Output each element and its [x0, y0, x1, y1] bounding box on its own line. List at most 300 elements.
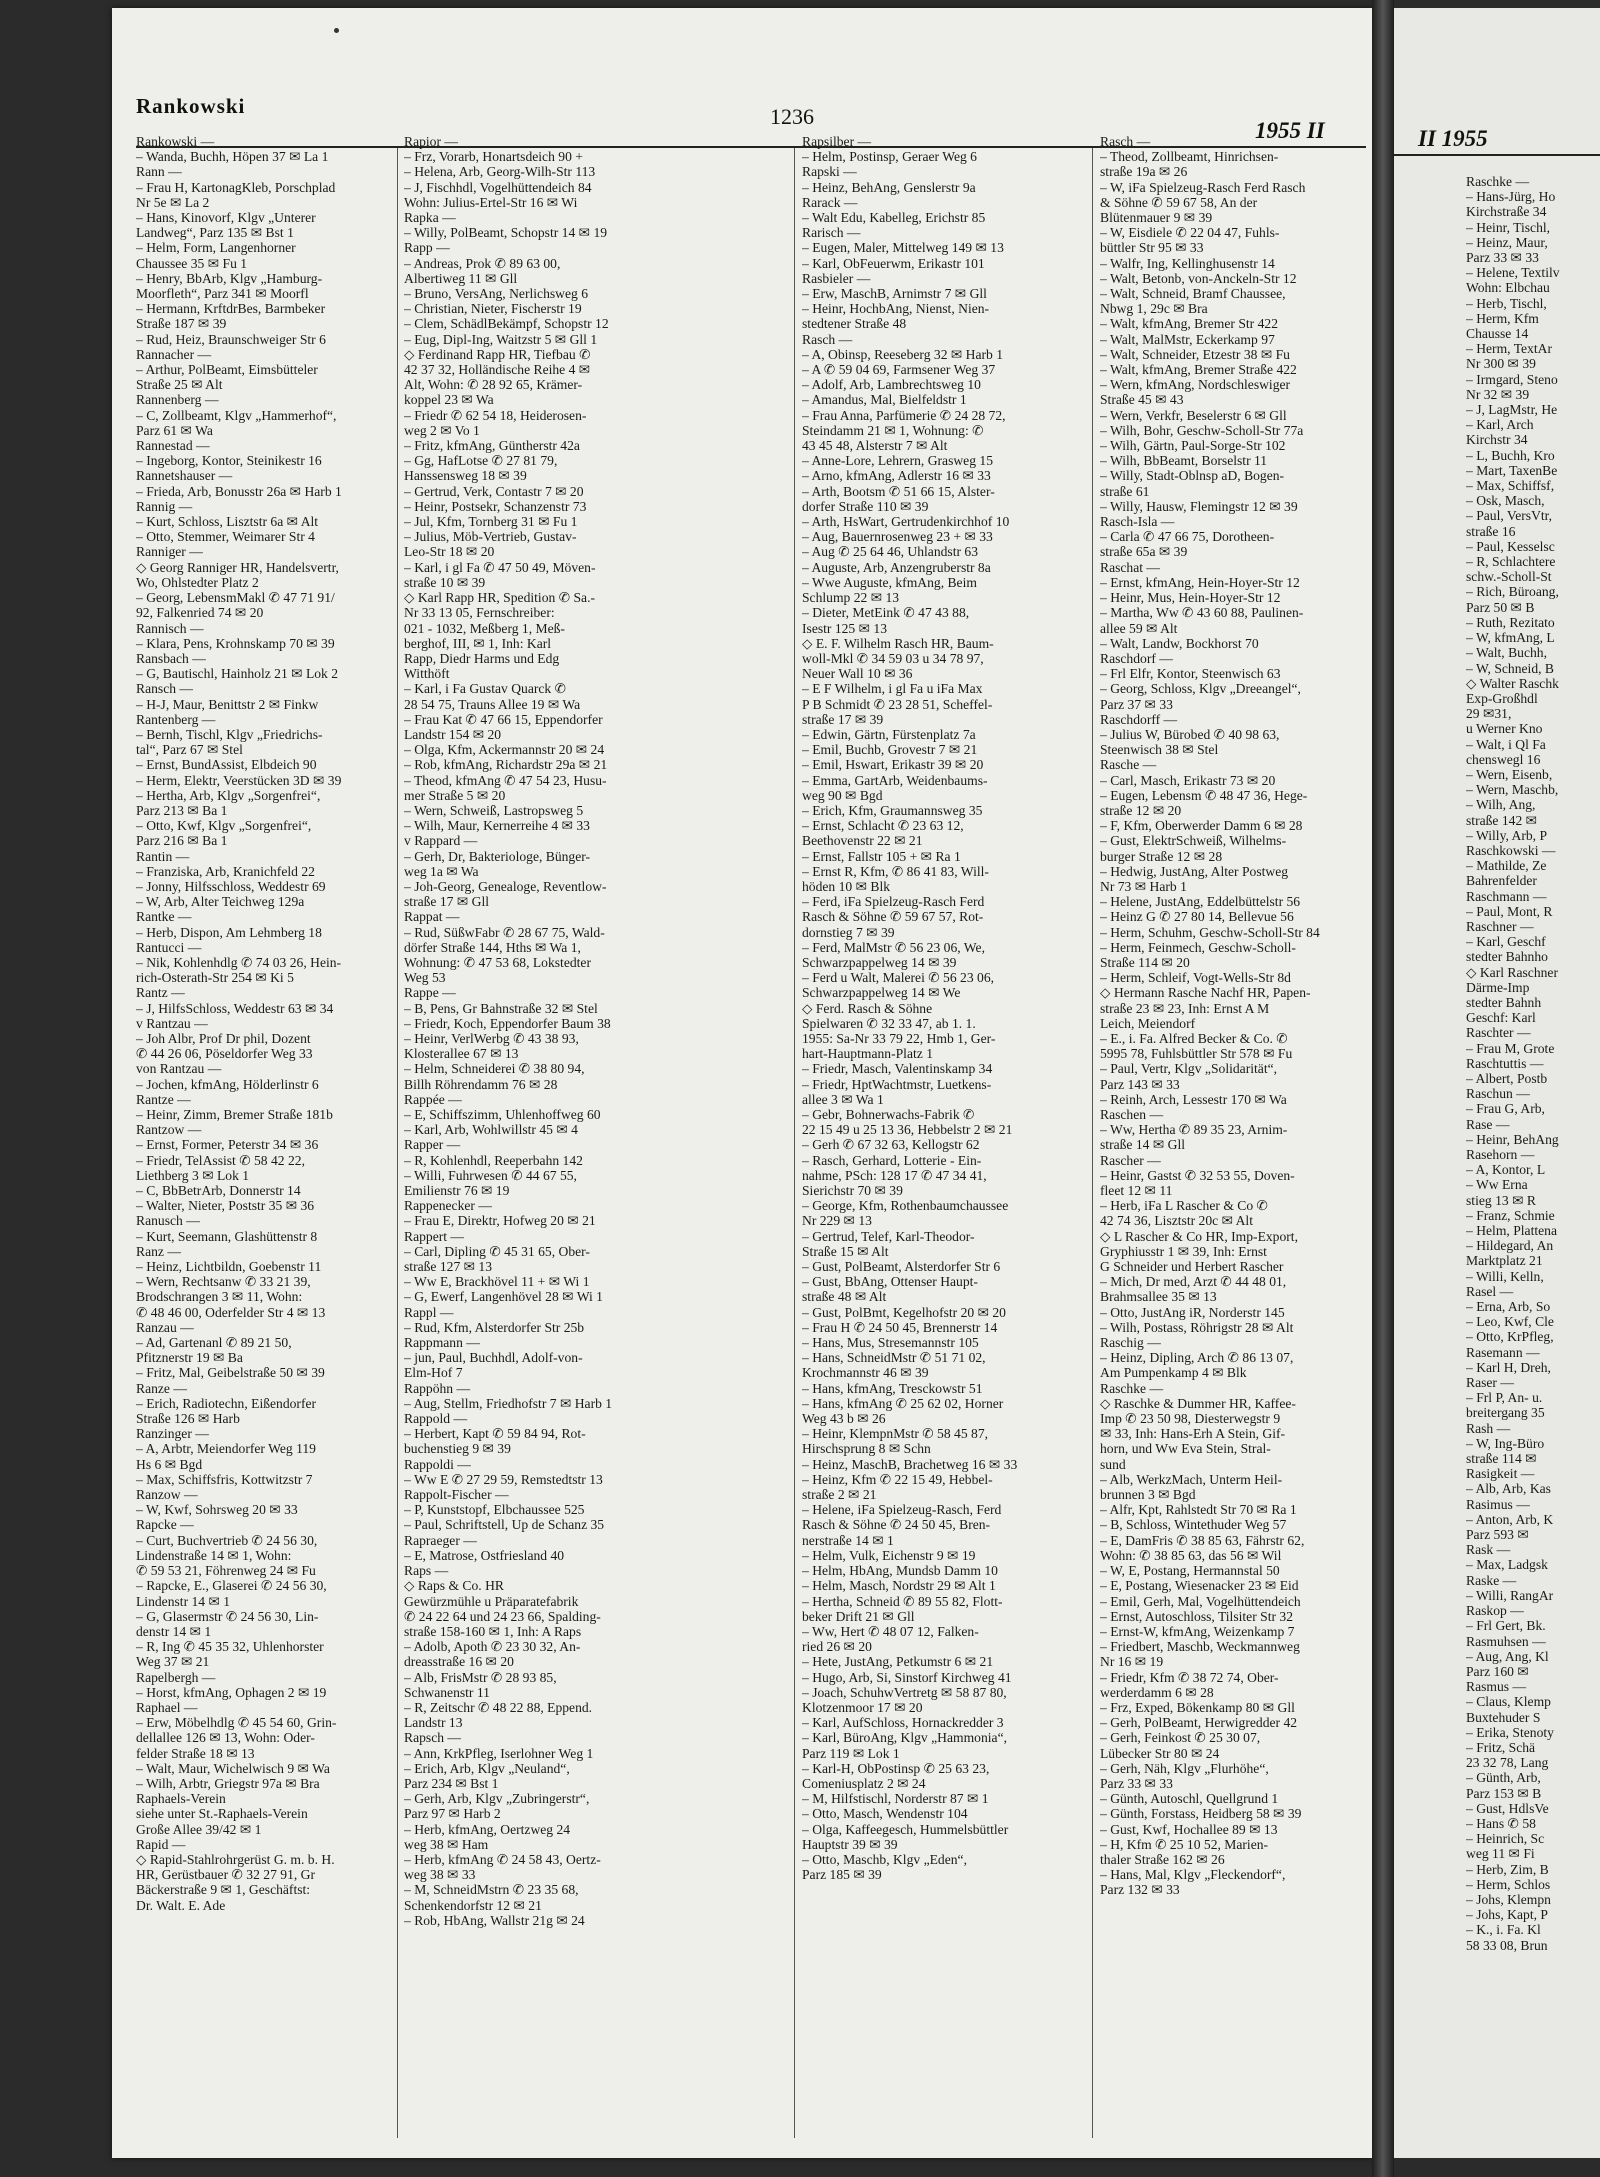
directory-entry-line: – Heinr, Tischl, — [1466, 219, 1551, 235]
directory-entry-line: straße 17 ✉ 39 — [802, 711, 884, 727]
directory-entry-line: Raschdorf — — [1100, 650, 1173, 666]
directory-entry-line: Brodschrangen 3 ✉ 11, Wohn: — [136, 1289, 303, 1305]
directory-entry-line: – Friedr, Koch, Eppendorfer Baum 38 — [404, 1015, 611, 1031]
directory-entry-line: beker Drift 21 ✉ Gll — [802, 1608, 915, 1624]
directory-entry-line: – Ww, Hert ✆ 48 07 12, Falken- — [802, 1623, 979, 1639]
directory-entry-line: weg 11 ✉ Fi — [1466, 1846, 1535, 1862]
directory-entry-line: – Clem, SchädlBekämpf, Schopstr 12 — [404, 316, 609, 332]
directory-entry-line: Bahrenfelder — [1466, 873, 1537, 889]
directory-entry-line: – Willy, Arb, P — [1466, 827, 1548, 843]
directory-entry-line: straße 17 ✉ Gll — [404, 894, 490, 910]
directory-entry-line: Rapka — — [404, 210, 456, 226]
directory-entry-line: ◇ Karl Rapp HR, Spedition ✆ Sa.- — [404, 590, 595, 606]
directory-entry-line: stedter Bahnho — [1466, 949, 1548, 965]
directory-entry-line: Weg 43 b ✉ 26 — [802, 1411, 886, 1427]
directory-entry-line: – Walt, Maur, Wichelwisch 9 ✉ Wa — [136, 1760, 330, 1776]
directory-entry-line: – Frl P, An- u. — [1466, 1390, 1543, 1406]
directory-entry-line: – Herb, kfmAng, Oertzweg 24 — [404, 1821, 571, 1837]
directory-entry-line: Landstr 154 ✉ 20 — [404, 726, 502, 742]
directory-entry-line: Straße 15 ✉ Alt — [802, 1243, 889, 1259]
directory-entry-line: Klotzenmoor 17 ✉ 20 — [802, 1699, 923, 1715]
directory-entry-line: – Heinr, BehAng — [1466, 1131, 1559, 1147]
directory-entry-line: Rappoldi — — [404, 1456, 471, 1472]
directory-entry-line: – Erw, MaschB, Arnimstr 7 ✉ Gll — [802, 286, 987, 302]
directory-entry-line: – Christian, Nieter, Fischerstr 19 — [404, 301, 582, 317]
directory-entry-line: – Frau E, Direktr, Hofweg 20 ✉ 21 — [404, 1213, 596, 1229]
directory-entry-line: Parz 153 ✉ B — [1466, 1785, 1542, 1801]
directory-entry-line: – Gerh, Arb, Klgv „Zubringerstr“, — [404, 1791, 590, 1807]
directory-entry-line: – Gerh, Feinkost ✆ 25 30 07, — [1100, 1730, 1261, 1746]
directory-entry-line: – Heinr, Postsekr, Schanzenstr 73 — [404, 498, 587, 514]
directory-entry-line: – Herb, Zim, B — [1466, 1861, 1549, 1877]
directory-entry-line: straße 61 — [1100, 483, 1150, 499]
directory-entry-line: – Ernst, Fallstr 105 + ✉ Ra 1 — [802, 848, 961, 864]
directory-entry-line: Wohn: Julius-Ertel-Str 16 ✉ Wi — [404, 194, 578, 210]
directory-entry-line: Hs 6 ✉ Bgd — [136, 1456, 203, 1472]
directory-entry-line: – Mich, Dr med, Arzt ✆ 44 48 01, — [1100, 1274, 1287, 1290]
directory-entry-line: ◇ E. F. Wilhelm Rasch HR, Baum- — [802, 635, 994, 651]
directory-entry-line: – Theod, Zollbeamt, Hinrichsen- — [1100, 149, 1279, 165]
directory-entry-line: – Heinr, Zimm, Bremer Straße 181b — [136, 1107, 333, 1122]
directory-entry-line: – Arno, kfmAng, Adlerstr 16 ✉ 33 — [802, 468, 991, 484]
directory-entry-line: Wohnung: ✆ 47 53 68, Lokstedter — [404, 954, 591, 970]
directory-entry-line: Landweg“, Parz 135 ✉ Bst 1 — [136, 225, 294, 241]
directory-entry-line: Rasch & Söhne ✆ 24 50 45, Bren- — [802, 1517, 991, 1533]
directory-entry-line: – Olga, Kaffeegesch, Hummelsbüttler — [802, 1821, 1009, 1837]
directory-entry-line: – Walter, Nieter, Poststr 35 ✉ 36 — [136, 1198, 315, 1214]
directory-entry-line: v Rantzau — — [136, 1015, 208, 1031]
directory-entry-line: – Otto, KrPfleg, — [1466, 1329, 1554, 1345]
directory-entry-line: – Walt, i Ql Fa — [1466, 736, 1546, 752]
directory-entry-line: Raschtuttis — — [1466, 1055, 1544, 1071]
directory-entry-line: von Rantzau — — [136, 1061, 222, 1077]
directory-entry-line: – Willi, Fuhrwesen ✆ 44 67 55, — [404, 1167, 577, 1183]
directory-entry-line: hart-Hauptmann-Platz 1 — [802, 1046, 933, 1062]
directory-entry-line: – Frl Gert, Bk. — [1466, 1618, 1546, 1634]
directory-entry-line: – Helene, Textilv — [1466, 265, 1560, 281]
directory-entry-line: – Leo, Kwf, Cle — [1466, 1314, 1554, 1330]
directory-entry-line: – R, Ing ✆ 45 35 32, Uhlenhorster — [136, 1639, 324, 1655]
directory-entry-line: – Heinz, Maur, — [1466, 234, 1548, 250]
directory-entry-line: – Herm, Elektr, Veerstücken 3D ✉ 39 — [136, 772, 342, 788]
directory-entry-line: Ranzinger — — [136, 1426, 209, 1442]
directory-entry-line: – Karl, i Fa Gustav Quarck ✆ — [404, 681, 567, 697]
directory-entry-line: – Walt, Schneider, Etzestr 38 ✉ Fu — [1100, 346, 1290, 362]
directory-entry-line: – W, E, Postang, Hermannstal 50 — [1100, 1563, 1280, 1579]
directory-entry-line: 43 45 48, Alsterstr 7 ✉ Alt — [802, 438, 948, 454]
directory-entry-line: – P, Kunststopf, Elbchaussee 525 — [404, 1502, 585, 1518]
directory-entry-line: – A, Obinsp, Reeseberg 32 ✉ Harb 1 — [802, 346, 1004, 362]
directory-entry-line: – Hertha, Arb, Klgv „Sorgenfrei“, — [136, 787, 321, 803]
directory-entry-line: Rasigkeit — — [1466, 1466, 1535, 1482]
directory-entry-line: – Karl, i gl Fa ✆ 47 50 49, Möven- — [404, 559, 596, 575]
directory-entry-line: Rann — — [136, 164, 182, 180]
directory-entry-line: HR, Gerüstbauer ✆ 32 27 91, Gr — [136, 1867, 316, 1883]
directory-entry-line: – W, Ing-Büro — [1466, 1435, 1545, 1451]
directory-entry-line: – A ✆ 59 04 69, Farmsener Weg 37 — [802, 362, 996, 378]
directory-entry-line: – Heinz G ✆ 27 80 14, Bellevue 56 — [1100, 909, 1294, 925]
directory-entry-line: burger Straße 12 ✉ 28 — [1100, 848, 1223, 864]
directory-entry-line: Lindenstr 14 ✉ 1 — [136, 1593, 231, 1609]
directory-entry-line: – Aug, Stellm, Friedhofstr 7 ✉ Harb 1 — [404, 1395, 613, 1411]
directory-entry-line: – Willy, Hausw, Flemingstr 12 ✉ 39 — [1100, 498, 1298, 514]
directory-entry-line: – E, Matrose, Ostfriesland 40 — [404, 1547, 565, 1563]
directory-entry-line: – Günth, Forstass, Heidberg 58 ✉ 39 — [1100, 1806, 1302, 1822]
directory-entry-line: Rannenberg — — [136, 392, 219, 408]
directory-entry-line: – Frau H ✆ 24 50 45, Brennerstr 14 — [802, 1319, 998, 1335]
directory-entry-line: – Gust, Kwf, Hochallee 89 ✉ 13 — [1100, 1821, 1278, 1837]
directory-entry-line: – Karl-H, ObPostinsp ✆ 25 63 23, — [802, 1760, 990, 1776]
directory-entry-line: – Friedbert, Maschb, Weckmannweg — [1100, 1639, 1300, 1655]
directory-entry-line: – E, DamFris ✆ 38 85 63, Fährstr 62, — [1100, 1532, 1305, 1548]
directory-entry-line: – Heinr, Mus, Hein-Hoyer-Str 12 — [1100, 590, 1281, 606]
directory-entry-line: – Walt, MalMstr, Eckerkamp 97 — [1100, 331, 1275, 347]
directory-entry-line: – Nik, Kohlenhdlg ✆ 74 03 26, Hein- — [136, 954, 342, 970]
directory-column-2 — [404, 134, 656, 2144]
directory-entry-line: – Rasch, Gerhard, Lotterie - Ein- — [802, 1152, 982, 1168]
directory-entry-line: Ranniger — — [136, 544, 203, 560]
directory-entry-line: – Frau H, KartonagKleb, Porschplad — [136, 179, 336, 195]
directory-entry-line: – Eugen, Maler, Mittelweg 149 ✉ 13 — [802, 240, 1004, 256]
directory-entry-line: stedter Bahnh — [1466, 994, 1542, 1010]
directory-entry-line: – Otto, Stemmer, Weimarer Str 4 — [136, 529, 315, 545]
directory-entry-line: – Karl, ObFeuerwm, Erikastr 101 — [802, 255, 985, 271]
directory-entry-line: – Ernst R, Kfm, ✆ 86 41 83, Will- — [802, 863, 989, 879]
directory-entry-line: – Herm, Kfm — [1466, 310, 1539, 326]
directory-entry-line: siehe unter St.-Raphaels-Verein — [136, 1806, 308, 1822]
directory-entry-line: dorfer Straße 110 ✉ 39 — [802, 498, 929, 514]
directory-entry-line: – Gust, PolBmt, Kegelhofstr 20 ✉ 20 — [802, 1304, 1006, 1320]
directory-entry-line: Klosterallee 67 ✉ 13 — [404, 1046, 519, 1062]
directory-entry-line: Rappolt-Fischer — — [404, 1487, 509, 1503]
directory-entry-line: Kirchstraße 34 — [1466, 204, 1547, 220]
directory-entry-line: – Gust, HdlsVe — [1466, 1800, 1549, 1816]
directory-entry-line: – Gertrud, Verk, Contastr 7 ✉ 20 — [404, 483, 584, 499]
directory-entry-line: – Herm, Schuhm, Geschw-Scholl-Str 84 — [1100, 924, 1320, 940]
directory-entry-line: ◇ L Rascher & Co HR, Imp-Export, — [1100, 1228, 1298, 1244]
directory-entry-line: chenswegl 16 — [1466, 751, 1541, 767]
directory-entry-line: – Joh Albr, Prof Dr phil, Dozent — [136, 1030, 311, 1046]
directory-entry-line: felder Straße 18 ✉ 13 — [136, 1745, 255, 1761]
directory-entry-line: Rappée — — [404, 1091, 462, 1107]
directory-entry-line: Rappold — — [404, 1411, 468, 1427]
directory-entry-line: Rantucci — — [136, 939, 202, 955]
directory-entry-line: – Helm, HbAng, Mundsb Damm 10 — [802, 1563, 998, 1579]
directory-entry-line: – Klara, Pens, Krohnskamp 70 ✉ 39 — [136, 635, 335, 651]
directory-entry-line: – Rapcke, E., Glaserei ✆ 24 56 30, — [136, 1578, 327, 1594]
directory-entry-line: – Gertrud, Telef, Karl-Theodor- — [802, 1228, 975, 1244]
directory-entry-line: Exp-Großhdl — [1466, 690, 1538, 706]
directory-entry-line: – Ferd u Walt, Malerei ✆ 56 23 06, — [802, 970, 995, 986]
directory-entry-line: – Eug, Dipl-Ing, Waitzstr 5 ✉ Gll 1 — [404, 331, 598, 347]
directory-entry-line: Pfitznerstr 19 ✉ Ba — [136, 1350, 243, 1366]
directory-entry-line: – Dieter, MetEink ✆ 47 43 88, — [802, 605, 970, 621]
directory-entry-line: Rapp — — [404, 240, 450, 256]
directory-entry-line: – Frieda, Arb, Bonusstr 26a ✉ Harb 1 — [136, 483, 342, 499]
directory-entry-line: Rannisch — — [136, 620, 204, 636]
directory-entry-line: – W, iFa Spielzeug-Rasch Ferd Rasch — [1100, 179, 1306, 195]
directory-entry-line: Alt, Wohn: ✆ 28 92 65, Krämer- — [404, 377, 583, 393]
directory-entry-line: koppel 23 ✉ Wa — [404, 392, 494, 408]
directory-entry-line: – Hildegard, An — [1466, 1238, 1554, 1254]
directory-entry-line: dornstieg 7 ✉ 39 — [802, 924, 895, 940]
directory-entry-line: woll-Mkl ✆ 34 59 03 u 34 78 97, — [802, 650, 984, 666]
directory-entry-line: Weg 53 — [404, 970, 446, 986]
directory-entry-line: – Johs, Kapt, P — [1466, 1907, 1548, 1923]
directory-entry-line: – Helm, Masch, Nordstr 29 ✉ Alt 1 — [802, 1578, 996, 1594]
directory-entry-line: – Friedr ✆ 62 54 18, Heiderosen- — [404, 407, 587, 423]
directory-entry-line: Nbwg 1, 29c ✉ Bra — [1100, 301, 1208, 317]
directory-entry-line: – Franziska, Arb, Kranichfeld 22 — [136, 863, 315, 879]
directory-entry-line: – L, Buchh, Kro — [1466, 447, 1555, 463]
directory-entry-line: – Osk, Masch, — [1466, 493, 1545, 509]
directory-entry-line: – Julius W, Bürobed ✆ 40 98 63, — [1100, 726, 1280, 742]
directory-entry-line: – Karl, Arb, Wohlwillstr 45 ✉ 4 — [404, 1122, 578, 1138]
directory-entry-line: 58 33 08, Brun — [1466, 1937, 1548, 1953]
directory-entry-line: – Andreas, Prok ✆ 89 63 00, — [404, 255, 561, 271]
directory-entry-line: ◇ Ferdinand Rapp HR, Tiefbau ✆ — [404, 346, 591, 362]
column-divider — [397, 148, 398, 2138]
directory-entry-line: weg 1a ✉ Wa — [404, 863, 479, 879]
directory-entry-line: – M, SchneidMstrn ✆ 23 35 68, — [404, 1882, 579, 1898]
directory-entry-line: – Wern, Schweiß, Lastropsweg 5 — [404, 802, 584, 818]
directory-entry-line: – B, Schloss, Wintethuder Weg 57 — [1100, 1517, 1287, 1533]
directory-entry-line: – Max, Schiffsf, — [1466, 478, 1555, 494]
directory-entry-line: – Jochen, kfmAng, Hölderlinstr 6 — [136, 1076, 319, 1092]
directory-entry-line: – G, Ewerf, Langenhövel 28 ✉ Wi 1 — [404, 1289, 603, 1305]
directory-entry-line: ✆ 24 22 64 und 24 23 66, Spalding- — [404, 1608, 601, 1624]
directory-entry-line: Straße 187 ✉ 39 — [136, 316, 227, 332]
directory-entry-line: – Helm, Plattena — [1466, 1223, 1557, 1239]
directory-entry-line: straße 23 ✉ 23, Inh: Ernst A M — [1100, 1000, 1270, 1016]
directory-column-1 — [136, 134, 388, 2144]
directory-entry-line: – G, Bautischl, Hainholz 21 ✉ Lok 2 — [136, 666, 339, 682]
directory-entry-line: – Fritz, Mal, Geibelstraße 50 ✉ 39 — [136, 1365, 325, 1381]
directory-entry-line: 42 74 36, Lisztstr 20c ✉ Alt — [1100, 1213, 1253, 1229]
directory-entry-line: – Erich, Radiotechn, Eißendorfer — [136, 1395, 317, 1411]
directory-entry-line: Rannig — — [136, 498, 193, 514]
directory-entry-line: – Mathilde, Ze — [1466, 858, 1547, 874]
directory-entry-line: – Helena, Arb, Georg-Wilh-Str 113 — [404, 164, 596, 180]
directory-entry-line: Hauptstr 39 ✉ 39 — [802, 1836, 898, 1852]
directory-entry-line: – Frl Elfr, Kontor, Steenwisch 63 — [1100, 666, 1281, 682]
directory-entry-line: Nr 229 ✉ 13 — [802, 1213, 872, 1229]
directory-entry-line: – jun, Paul, Buchhdl, Adolf-von- — [404, 1350, 583, 1366]
directory-entry-line: – J, Fischhdl, Vogelhüttendeich 84 — [404, 179, 592, 195]
directory-entry-line: dreasstraße 16 ✉ 20 — [404, 1654, 514, 1670]
directory-entry-line: – A, Arbtr, Meiendorfer Weg 119 — [136, 1441, 316, 1457]
directory-entry-line: Parz 143 ✉ 33 — [1100, 1076, 1180, 1092]
directory-entry-line: berghof, III, ✉ 1, Inh: Karl — [404, 635, 552, 651]
directory-entry-line: Raser — — [1466, 1375, 1514, 1391]
directory-entry-line: Parz 33 ✉ 33 — [1100, 1775, 1173, 1791]
directory-entry-line: Hirschsprung 8 ✉ Schn — [802, 1441, 931, 1457]
directory-entry-line: Buxtehuder S — [1466, 1709, 1541, 1725]
directory-entry-line: Nr 300 ✉ 39 — [1466, 356, 1536, 372]
directory-entry-line: Albertiweg 11 ✉ Gll — [404, 270, 518, 286]
directory-entry-line: nahme, PSch: 128 17 ✆ 47 34 41, — [802, 1167, 987, 1183]
directory-entry-line: – Otto, Masch, Wendenstr 104 — [802, 1806, 968, 1822]
directory-entry-line: – Erich, Arb, Klgv „Neuland“, — [404, 1760, 570, 1776]
directory-entry-line: – Helm, Form, Langenhorner — [136, 240, 296, 256]
directory-entry-line: – Gerh, PolBeamt, Herwigredder 42 — [1100, 1715, 1298, 1731]
directory-entry-line: – Frz, Vorarb, Honartsdeich 90 + — [404, 149, 583, 165]
directory-entry-line: – Herm, Feinmech, Geschw-Scholl- — [1100, 939, 1296, 955]
directory-entry-line: – Wilh, Arbtr, Griegstr 97a ✉ Bra — [136, 1775, 320, 1791]
directory-entry-line: – Emma, GartArb, Weidenbaums- — [802, 772, 988, 788]
directory-entry-line: Straße 114 ✉ 20 — [1100, 954, 1190, 970]
directory-entry-line: sund — [1100, 1456, 1126, 1472]
directory-entry-line: – Horst, kfmAng, Ophagen 2 ✉ 19 — [136, 1684, 327, 1700]
directory-entry-line: allee 3 ✉ Wa 1 — [802, 1091, 884, 1107]
directory-entry-line: – Adolb, Apoth ✆ 23 30 32, An- — [404, 1639, 581, 1655]
directory-entry-line: Raschke — — [1100, 1380, 1164, 1396]
directory-entry-line: – Helene, iFa Spielzeug-Rasch, Ferd — [802, 1502, 1002, 1518]
directory-entry-line: Rasch — — [1100, 134, 1151, 149]
directory-entry-line: – Frau M, Grote — [1466, 1040, 1555, 1056]
directory-entry-line: – Anne-Lore, Lehrern, Grasweg 15 — [802, 453, 993, 469]
directory-entry-line: – J, HilfsSchloss, Weddestr 63 ✉ 34 — [136, 1000, 334, 1016]
directory-entry-line: – Frau G, Arb, — [1466, 1101, 1545, 1117]
directory-entry-line: – Hans, kfmAng, Tresckowstr 51 — [802, 1380, 983, 1396]
directory-entry-line: – Ernst-W, kfmAng, Weizenkamp 7 — [1100, 1623, 1295, 1639]
directory-entry-line: Rase — — [1466, 1116, 1510, 1132]
directory-entry-line: Moorfleth“, Parz 341 ✉ Moorfl — [136, 286, 309, 302]
directory-entry-line: 42 37 32, Holländische Reihe 4 ✉ — [404, 362, 591, 378]
directory-entry-line: ✆ 48 46 00, Oderfelder Str 4 ✉ 13 — [136, 1304, 326, 1320]
directory-entry-line: – Wilh, Maur, Kernerreihe 4 ✉ 33 — [404, 818, 590, 834]
directory-entry-line: – W, Schneid, B — [1466, 660, 1554, 676]
directory-entry-line: – Johs, Klempn — [1466, 1891, 1551, 1907]
directory-entry-line: – W, Arb, Alter Teichweg 129a — [136, 894, 305, 910]
directory-entry-line: Rask — — [1466, 1542, 1511, 1558]
directory-entry-line: Parz 61 ✉ Wa — [136, 422, 213, 438]
directory-entry-line: straße 142 ✉ — [1466, 812, 1538, 828]
directory-entry-line: – Reinh, Arch, Lessestr 170 ✉ Wa — [1100, 1091, 1287, 1107]
directory-entry-line: – Georg, Schloss, Klgv „Dreeangel“, — [1100, 681, 1301, 697]
directory-entry-line: Rasimus — — [1466, 1496, 1530, 1512]
directory-entry-line: – George, Kfm, Rothenbaumchaussee — [802, 1198, 1009, 1214]
directory-entry-line: – Ww, Hertha ✆ 89 35 23, Arnim- — [1100, 1122, 1288, 1138]
directory-entry-line: – Max, Schiffsfris, Kottwitzstr 7 — [136, 1471, 313, 1487]
directory-entry-line: – Heinr, HochbAng, Nienst, Nien- — [802, 301, 990, 317]
directory-entry-line: straße 2 ✉ 21 — [802, 1487, 877, 1503]
directory-entry-line: 22 15 49 u 25 13 36, Hebbelstr 2 ✉ 21 — [802, 1122, 1013, 1138]
directory-entry-line: Weg 37 ✉ 21 — [136, 1654, 210, 1670]
directory-entry-line: Krochmannstr 46 ✉ 39 — [802, 1365, 929, 1381]
directory-entry-line: Rapski — — [802, 164, 857, 180]
directory-entry-line: Brahmsallee 35 ✉ 13 — [1100, 1289, 1217, 1305]
directory-entry-line: – Otto, Maschb, Klgv „Eden“, — [802, 1851, 967, 1867]
directory-entry-line: – Fritz, Schä — [1466, 1739, 1536, 1755]
directory-entry-line: – Heinz, Kfm ✆ 22 15 49, Hebbel- — [802, 1471, 993, 1487]
directory-entry-line: – Günth, Autoschl, Quellgrund 1 — [1100, 1791, 1279, 1807]
directory-entry-line: Sierichstr 70 ✉ 39 — [802, 1183, 903, 1199]
directory-entry-line: Ranze — — [136, 1380, 187, 1396]
directory-entry-line: buchenstieg 9 ✉ 39 — [404, 1441, 511, 1457]
directory-entry-line: – J, LagMstr, He — [1466, 402, 1558, 418]
directory-entry-line: Straße 45 ✉ 43 — [1100, 392, 1184, 408]
directory-entry-line: Landstr 13 — [404, 1715, 463, 1731]
directory-entry-line: Parz 37 ✉ 33 — [1100, 696, 1173, 712]
directory-entry-line: – Bernh, Tischl, Klgv „Friedrichs- — [136, 726, 323, 742]
directory-entry-line: Witthöft — [404, 666, 450, 682]
directory-entry-line: Rapraeger — — [404, 1532, 477, 1548]
directory-entry-line: – C, Zollbeamt, Klgv „Hammerhof“, — [136, 407, 337, 423]
directory-entry-line: – Ann, KrkPfleg, Iserlohner Weg 1 — [404, 1745, 594, 1761]
directory-entry-line: thaler Straße 162 ✉ 26 — [1100, 1851, 1225, 1867]
directory-entry-line: – Irmgard, Steno — [1466, 371, 1558, 387]
directory-entry-line: Rantke — — [136, 909, 192, 925]
running-head-year: 1955 II — [1255, 118, 1325, 143]
directory-entry-line: – Willi, Kelln, — [1466, 1268, 1544, 1284]
directory-entry-line: Raschdorff — — [1100, 711, 1178, 727]
directory-entry-line: – Curt, Buchvertrieb ✆ 24 56 30, — [136, 1532, 318, 1548]
directory-entry-line: – Theod, kfmAng ✆ 47 54 23, Husu- — [404, 772, 607, 788]
directory-entry-line: – Herb, Dispon, Am Lehmberg 18 — [136, 924, 322, 940]
directory-entry-line: – Willi, RangAr — [1466, 1587, 1554, 1603]
directory-entry-line: – Hans, SchneidMstr ✆ 51 71 02, — [802, 1350, 986, 1366]
directory-entry-line: Rappl — — [404, 1304, 454, 1320]
directory-entry-line: Raschig — — [1100, 1335, 1161, 1351]
directory-entry-line: – E F Wilhelm, i gl Fa u iFa Max — [802, 681, 983, 697]
directory-entry-line: Raschmann — — [1466, 888, 1547, 904]
directory-entry-line: – Auguste, Arb, Anzengruberstr 8a — [802, 559, 991, 575]
directory-entry-line: v Rappard — — [404, 833, 478, 849]
directory-entry-line: P B Schmidt ✆ 23 28 51, Scheffel- — [802, 696, 993, 712]
directory-entry-line: brunnen 3 ✉ Bgd — [1100, 1487, 1196, 1503]
directory-entry-line: Rasch & Söhne ✆ 59 67 57, Rot- — [802, 909, 984, 925]
directory-entry-line: – Bruno, VersAng, Nerlichsweg 6 — [404, 286, 588, 302]
directory-entry-line: – Paul, Mont, R — [1466, 903, 1553, 919]
directory-entry-line: – Ernst, kfmAng, Hein-Hoyer-Str 12 — [1100, 574, 1300, 590]
directory-entry-line: 92, Falkenried 74 ✉ 20 — [136, 605, 264, 621]
directory-entry-line: – Paul, VersVtr, — [1466, 508, 1553, 524]
directory-entry-line: – A, Kontor, L — [1466, 1162, 1546, 1178]
directory-entry-line: ried 26 ✉ 20 — [802, 1639, 872, 1655]
directory-entry-line: Raschner — — [1466, 918, 1534, 934]
directory-entry-line: – Friedr, Kfm ✆ 38 72 74, Ober- — [1100, 1669, 1279, 1685]
directory-entry-line: Rasbieler — — [802, 270, 871, 286]
directory-entry-line: – Martha, Ww ✆ 43 60 88, Paulinen- — [1100, 605, 1304, 621]
directory-entry-line: – Herb, Tischl, — [1466, 295, 1547, 311]
directory-entry-line: – Arth, Bootsm ✆ 51 66 15, Alster- — [802, 483, 995, 499]
directory-entry-line: – Joach, SchuhwVertretg ✉ 58 87 80, — [802, 1684, 1007, 1700]
directory-entry-line: – Karl, BüroAng, Klgv „Hammonia“, — [802, 1730, 1007, 1746]
directory-entry-line: weg 90 ✉ Bgd — [802, 787, 883, 803]
directory-entry-line: Blütenmauer 9 ✉ 39 — [1100, 210, 1213, 226]
directory-entry-line: – Kurt, Seemann, Glashüttenstr 8 — [136, 1228, 318, 1244]
directory-entry-line: – Emil, Gerh, Mal, Vogelhüttendeich — [1100, 1593, 1301, 1609]
directory-entry-line: straße 10 ✉ 39 — [404, 574, 486, 590]
directory-entry-line: Ranzow — — [136, 1487, 198, 1503]
directory-entry-line: Kirchstr 34 — [1466, 432, 1528, 448]
directory-entry-line: – Aug ✆ 25 64 46, Uhlandstr 63 — [802, 544, 979, 560]
directory-entry-line: werderdamm 6 ✉ 28 — [1100, 1684, 1214, 1700]
directory-entry-line: – Willy, Stadt-Oblnsp aD, Bogen- — [1100, 468, 1285, 484]
directory-entry-line: – Olga, Kfm, Ackermannstr 20 ✉ 24 — [404, 742, 605, 758]
directory-entry-line: dörfer Straße 144, Hths ✉ Wa 1, — [404, 939, 581, 955]
directory-entry-line: Liethberg 3 ✉ Lok 1 — [136, 1167, 250, 1183]
directory-entry-line: Geschf: Karl — [1466, 1010, 1536, 1026]
directory-entry-line: ◇ Rapid-Stahlrohrgerüst G. m. b. H. — [136, 1851, 335, 1867]
page-number: 1236 — [770, 104, 814, 129]
directory-entry-line: stedtener Straße 48 — [802, 316, 907, 332]
directory-entry-line: – Heinz, BehAng, Genslerstr 9a — [802, 179, 976, 195]
directory-entry-line: Parz 33 ✉ 33 — [1466, 250, 1539, 266]
directory-entry-line: – Ad, Gartenanl ✆ 89 21 50, — [136, 1335, 292, 1351]
directory-entry-line: – W, Kwf, Sohrsweg 20 ✉ 33 — [136, 1502, 298, 1518]
